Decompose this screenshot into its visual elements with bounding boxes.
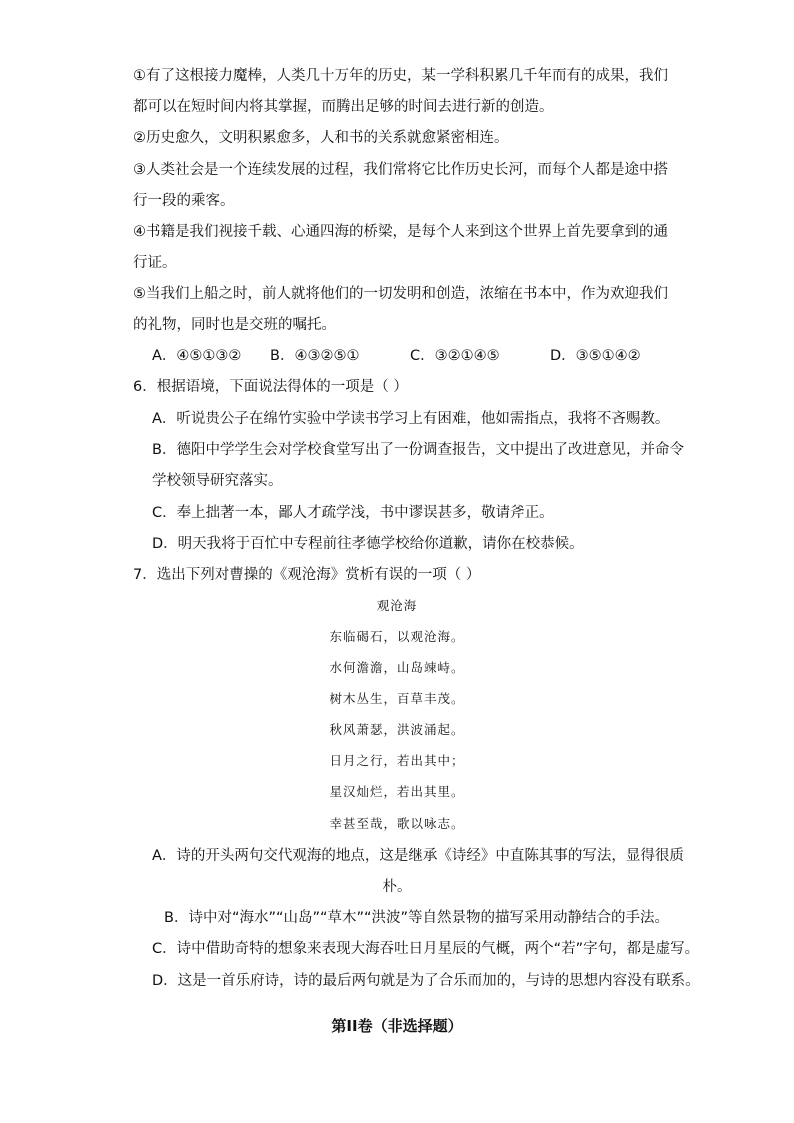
q5-option-a[interactable]: A．④⑤①③② [152,348,242,364]
sentence-1-line-1: ①有了这根接力魔棒，人类几十万年的历史，某一学科积累几千年而有的成果，我们 [133,68,668,84]
poem-line-1: 东临碣石，以观沧海。 [329,629,465,644]
sentence-1-line-2: 都可以在短时间内将其掌握，而腾出足够的时间去进行新的创造。 [133,99,554,115]
poem-line-4: 秋风萧瑟，洪波涌起。 [329,722,465,737]
sentence-3-line-2: 行一段的乘客。 [133,193,235,209]
q7-option-d[interactable]: D．这是一首乐府诗，诗的最后两句就是为了合乐而加的，与诗的思想内容没有联系。 [152,973,700,989]
q5-option-b[interactable]: B．④③②⑤① [270,348,360,364]
q6-option-c[interactable]: C．奉上拙著一本，鄙人才疏学浅，书中谬误甚多，敬请斧正。 [152,505,554,521]
q7-option-c[interactable]: C．诗中借助奇特的想象来表现大海吞吐日月星辰的气概，两个“若”字句，都是虚写。 [152,941,700,957]
q6-option-b-line-1[interactable]: B．德阳中学学生会对学校食堂写出了一份调查报告，文中提出了改进意见，并命令 [152,442,684,458]
sentence-4-line-2: 行证。 [133,255,177,271]
q6-option-a[interactable]: A．听说贵公子在绵竹实验中学读书学习上有困难，他如需指点，我将不吝赐教。 [152,411,670,427]
poem-line-2: 水何澹澹，山岛竦峙。 [329,660,465,675]
sentence-5-line-1: ⑤当我们上船之时，前人就将他们的一切发明和创造，浓缩在书本中，作为欢迎我们 [133,286,668,302]
sentence-5-line-2: 的礼物，同时也是交班的嘱托。 [133,317,336,333]
q7-option-b[interactable]: B．诗中对“海水”“山岛”“草木”“洪波”等自然景物的描写采用动静结合的手法。 [164,910,670,926]
poem-line-6: 星汉灿烂，若出其里。 [329,784,465,799]
q7-option-a-line-1[interactable]: A．诗的开头两句交代观海的地点，这是继承《诗经》中直陈其事的写法，显得很质 [152,848,684,864]
section-heading: 第II卷（非选择题） [331,1017,463,1035]
poem-line-7: 幸甚至哉，歌以咏志。 [329,816,465,831]
sentence-3-line-1: ③人类社会是一个连续发展的过程，我们常将它比作历史长河，而每个人都是途中搭 [133,162,668,178]
q6-option-d[interactable]: D．明天我将于百忙中专程前往孝德学校给你道歉，请你在校恭候。 [152,536,584,552]
q5-option-c[interactable]: C．③②①④⑤ [410,348,500,364]
q7-stem: 7．选出下列对曹操的《观沧海》赏析有误的一项（ ） [133,567,481,583]
q5-option-d[interactable]: D．③⑤①④② [550,348,641,364]
poem-line-5: 日月之行，若出其中； [329,753,465,768]
poem-line-3: 树木丛生，百草丰茂。 [329,691,465,706]
poem-title: 观沧海 [376,598,418,613]
sentence-2: ②历史愈久，文明积累愈多，人和书的关系就愈紧密相连。 [133,130,509,146]
q6-stem: 6．根据语境，下面说法得体的一项是（ ） [133,379,408,395]
sentence-4-line-1: ④书籍是我们视接千载、心通四海的桥梁，是每个人来到这个世界上首先要拿到的通 [133,224,668,240]
q7-option-a-line-2[interactable]: 朴。 [382,879,412,895]
q6-option-b-line-2[interactable]: 学校领导研究落实。 [152,473,283,489]
